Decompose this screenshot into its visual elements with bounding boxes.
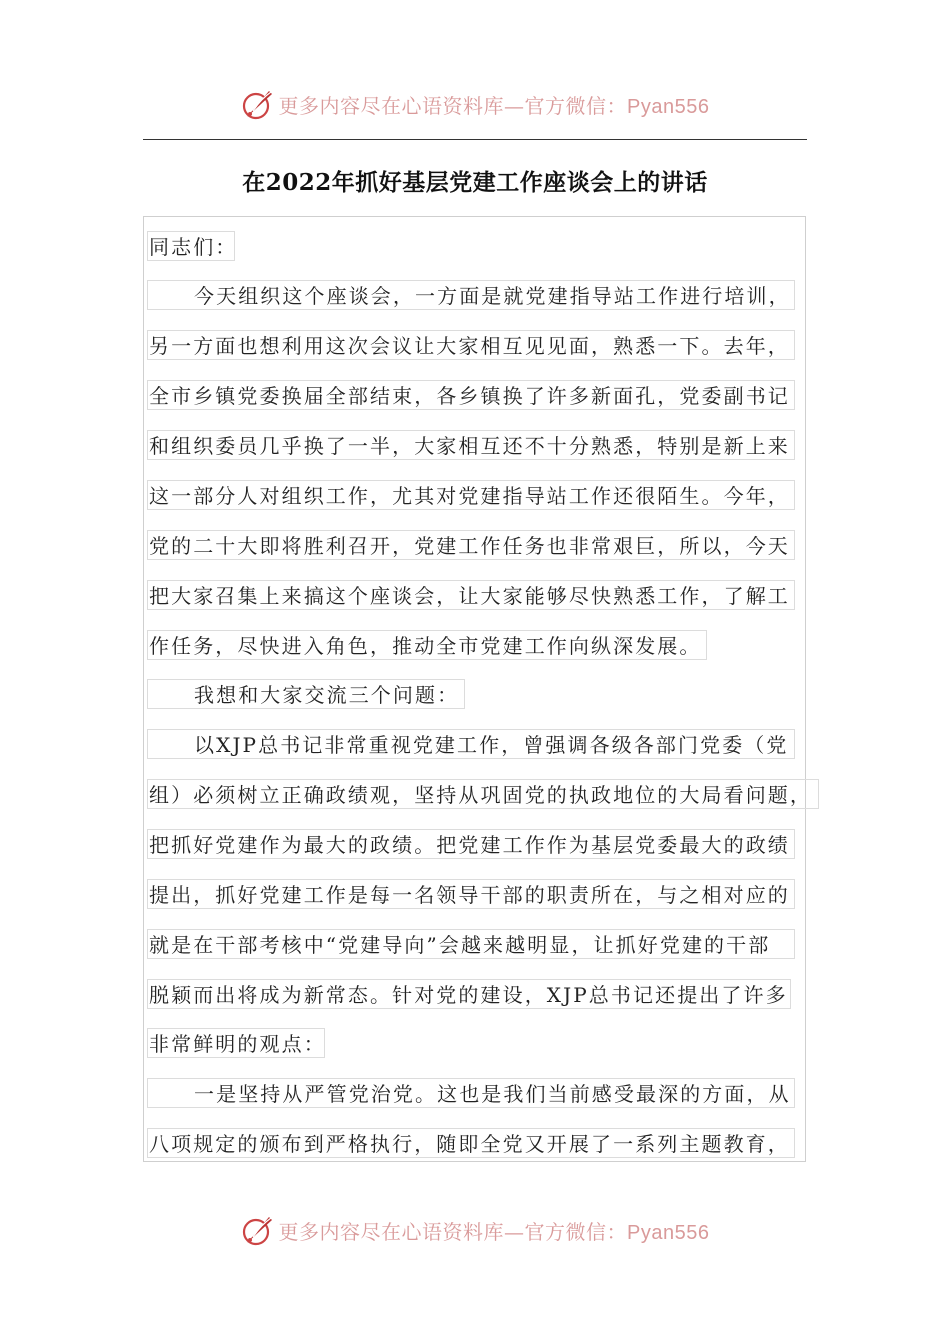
text-line: 和组织委员几乎换了一半，大家相互还不十分熟悉，特别是新上来 — [147, 430, 795, 460]
document-body — [143, 216, 812, 1162]
header-banner-slogan: 更多内容尽在心语资料库—官方微信： — [278, 93, 628, 118]
footer-banner-text — [279, 1216, 710, 1245]
text-line: 作任务，尽快进入角色，推动全市党建工作向纵深发展。 — [147, 630, 707, 660]
header-divider — [143, 139, 807, 140]
feather-quill-icon — [241, 87, 275, 121]
text-line: 以XJP总书记非常重视党建工作，曾强调各级各部门党委（党 — [147, 729, 795, 759]
text-line: 今天组织这个座谈会，一方面是就党建指导站工作进行培训， — [147, 280, 795, 310]
header-banner-text — [279, 90, 710, 119]
text-line: 非常鲜明的观点： — [147, 1028, 325, 1058]
text-line: 组）必须树立正确政绩观，坚持从巩固党的执政地位的大局看问题， — [147, 779, 819, 809]
header-banner — [0, 84, 950, 124]
feather-quill-icon — [241, 1213, 275, 1247]
text-line: 我想和大家交流三个问题： — [147, 679, 465, 709]
document-title: 在2022年抓好基层党建工作座谈会上的讲话 — [242, 169, 708, 196]
header-banner-wechat-id: Pyan556 — [627, 95, 710, 118]
footer-banner-wechat-id: Pyan556 — [627, 1221, 710, 1244]
text-line: 另一方面也想利用这次会议让大家相互见见面，熟悉一下。去年， — [147, 330, 795, 360]
text-line: 一是坚持从严管党治党。这也是我们当前感受最深的方面，从 — [147, 1078, 795, 1108]
text-line: 把大家召集上来搞这个座谈会，让大家能够尽快熟悉工作，了解工 — [147, 580, 795, 610]
text-line: 八项规定的颁布到严格执行，随即全党又开展了一系列主题教育， — [147, 1128, 795, 1158]
text-line: 党的二十大即将胜利召开，党建工作任务也非常艰巨，所以，今天 — [147, 530, 795, 560]
text-line: 同志们： — [147, 231, 235, 261]
text-line: 这一部分人对组织工作，尤其对党建指导站工作还很陌生。今年， — [147, 480, 795, 510]
footer-banner — [0, 1210, 950, 1250]
text-line: 就是在干部考核中“党建导向”会越来越明显，让抓好党建的干部 — [147, 929, 795, 959]
text-line: 提出，抓好党建工作是每一名领导干部的职责所在，与之相对应的 — [147, 879, 795, 909]
text-line: 脱颖而出将成为新常态。针对党的建设，XJP总书记还提出了许多 — [147, 979, 791, 1009]
text-line: 全市乡镇党委换届全部结束，各乡镇换了许多新面孔，党委副书记 — [147, 380, 795, 410]
text-line: 把抓好党建作为最大的政绩。把党建工作作为基层党委最大的政绩 — [147, 829, 795, 859]
footer-banner-slogan: 更多内容尽在心语资料库—官方微信： — [278, 1219, 628, 1244]
